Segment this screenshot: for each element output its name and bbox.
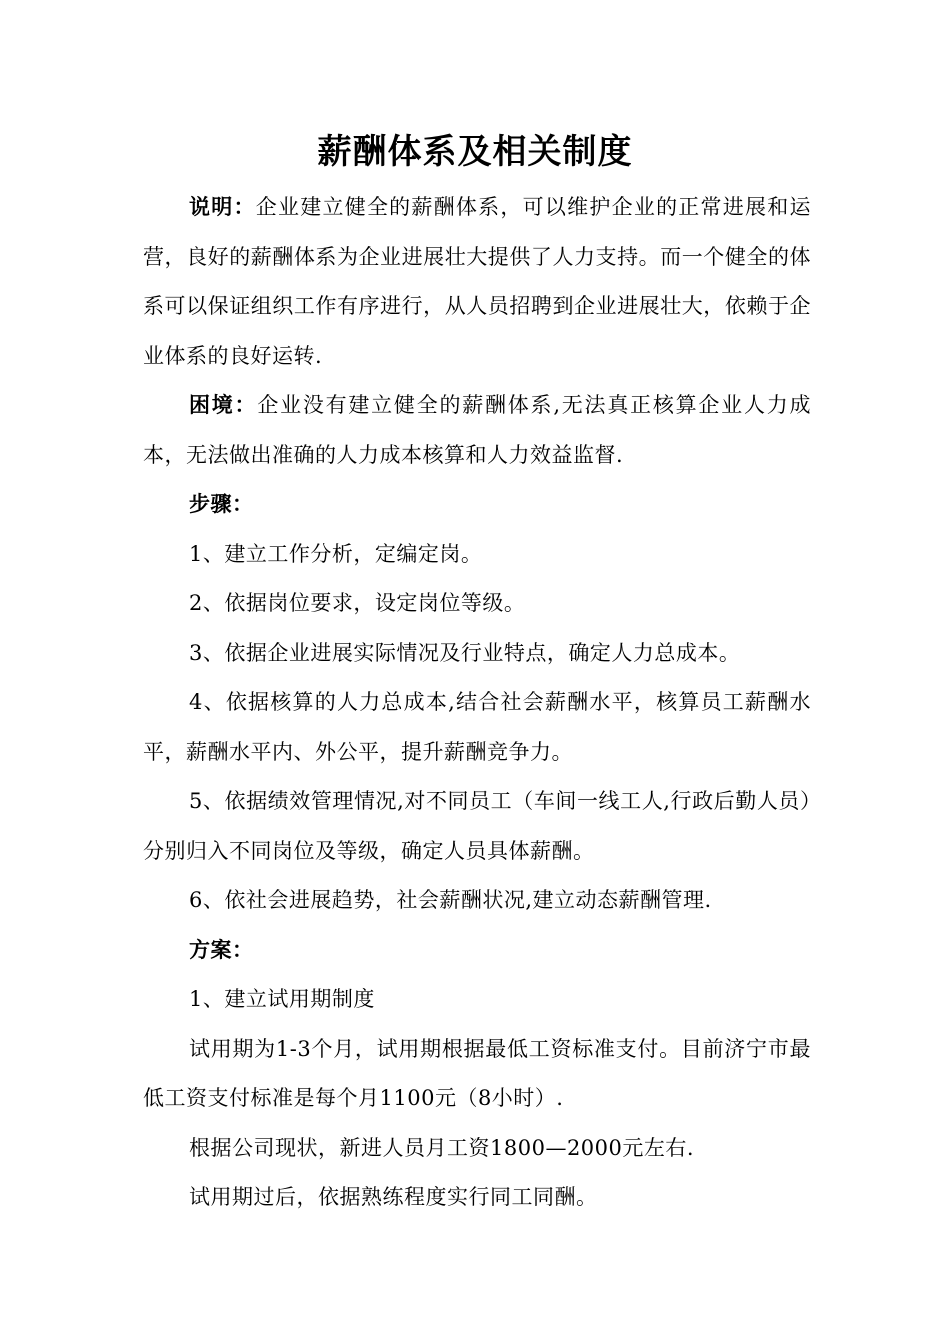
plan-item-2: 试用期为1-3个月，试用期根据最低工资标准支付。目前济宁市最低工资支付标准是每个月1100元（8小时）. [143,1036,811,1110]
document-body [143,183,811,1223]
page-title: 薪酬体系及相关制度 [317,132,633,172]
dilemma-text: 企业没有建立健全的薪酬体系,无法真正核算企业人力成本，无法做出准确的人力成本核算和人力效益监督. [143,393,811,467]
plan-item-3: 根据公司现状，新进人员月工资1800—2000元左右. [189,1135,695,1160]
dilemma-label: 困境： [189,393,258,417]
explanation-paragraph [143,183,811,381]
step-item-1: 1、建立工作分析，定编定岗。 [189,541,483,566]
step-item-6: 6、依社会进展趋势，社会薪酬状况,建立动态薪酬管理. [189,888,712,912]
step-item-2: 2、依据岗位要求，设定岗位等级。 [189,591,526,615]
steps-heading: 步骤： [189,492,254,516]
explanation-label: 说明： [189,195,256,219]
step-item-5: 5、依据绩效管理情况,对不同员工（车间一线工人,行政后勤人员）分别归入不同岗位及等级，确定人员具体薪酬。 [143,789,811,863]
explanation-text: 企业建立健全的薪酬体系，可以维护企业的正常进展和运营，良好的薪酬体系为企业进展壮大提供了人力支持。而一个健全的体系可以保证组织工作有序进行，从人员招聘到企业进展壮大，依赖于企业体系的良好运转. [143,195,812,368]
step-item-4: 4、依据核算的人力总成本,结合社会薪酬水平，核算员工薪酬水平，薪酬水平内、外公平，提升薪酬竞争力。 [143,690,811,764]
plan-heading: 方案： [189,937,254,962]
plan-item-4: 试用期过后，依据熟练程度实行同工同酬。 [189,1185,598,1209]
step-item-3: 3、依据企业进展实际情况及行业特点，确定人力总成本。 [189,640,741,665]
plan-item-1: 1、建立试用期制度 [189,987,375,1011]
dilemma-paragraph [143,381,811,480]
